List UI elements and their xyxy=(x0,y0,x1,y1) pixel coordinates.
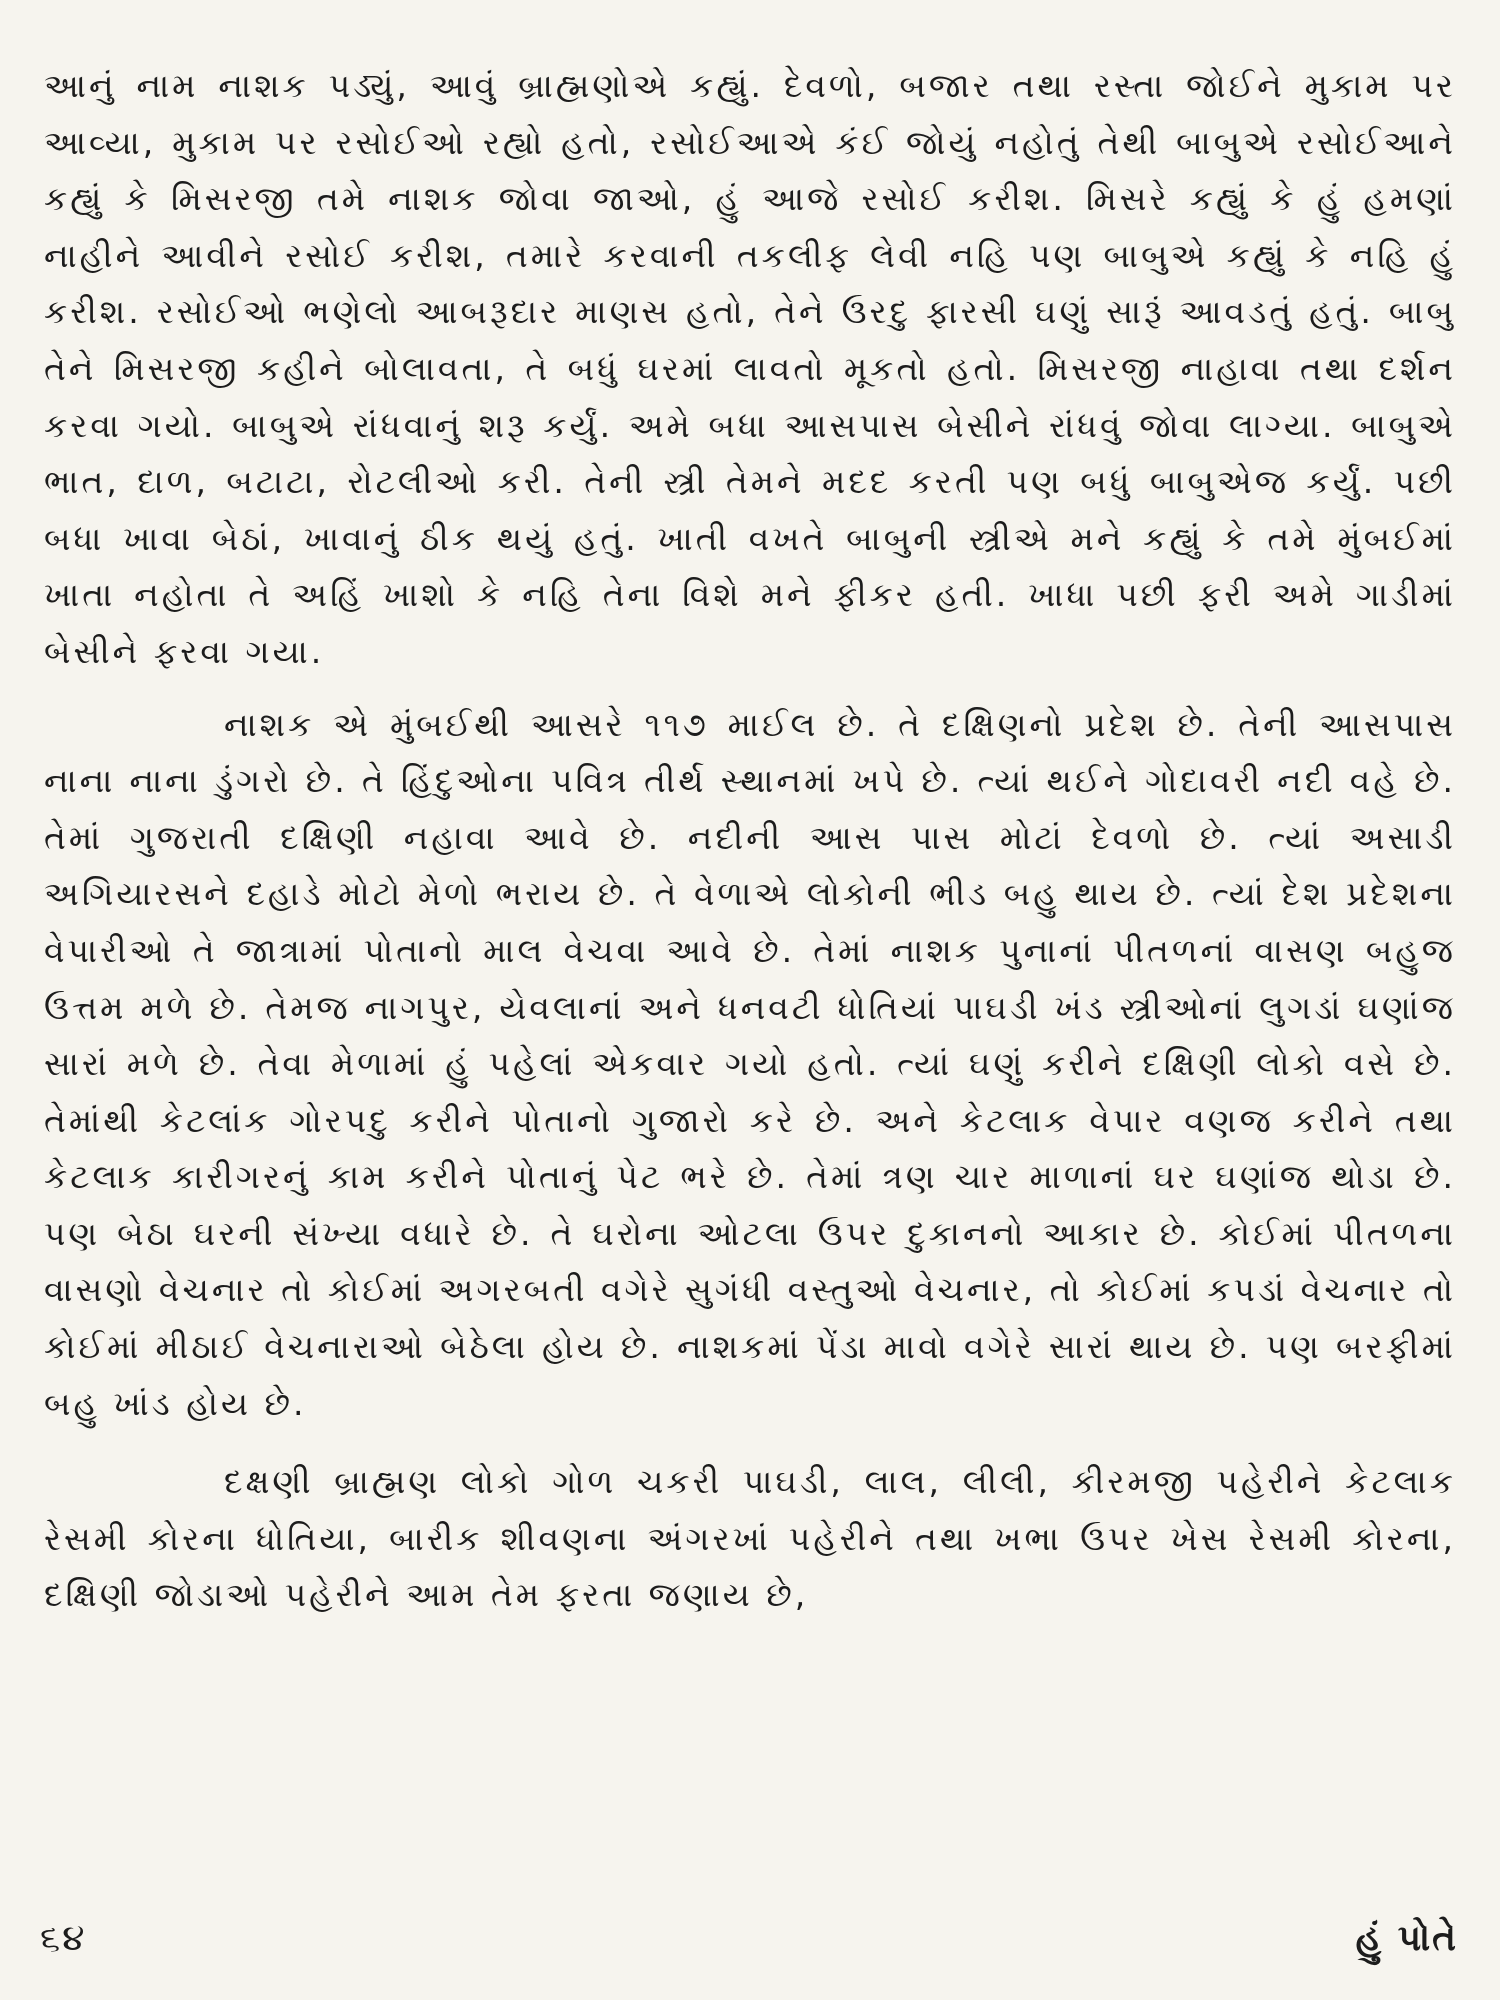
page-body xyxy=(44,58,1456,1624)
page-number: ૬૪ xyxy=(40,1918,87,1959)
running-head: હું પોતે xyxy=(1355,1918,1458,1959)
paragraph-1: આનું નામ નાશક પડ્યું, આવું બ્રાહ્મણોએ કહ્યું. દેવળો, બજાર તથા રસ્તા જોઈને મુકામ પર આવ્યા, મુકામ પર રસોઈઓ રહ્યો હતો, રસોઈઆએ કંઈ જોયું નહોતું તેથી બાબુએ રસોઈઆને કહ્યું કે મિસરજી તમે નાશક જોવા જાઓ, હું આજે રસોઈ કરીશ. મિસરે કહ્યું કે હું હમણાં નાહીને આવીને રસોઈ કરીશ, તમારે કરવાની તકલીફ લેવી નહિ પણ બાબુએ કહ્યું કે નહિ હું કરીશ. રસોઈઓ ભણેલો આબરૂદાર માણસ હતો, તેને ઉરદુ ફારસી ઘણું સારૂં આવડતું હતું. બાબુ તેને મિસરજી કહીને બોલાવતા, તે બધું ઘરમાં લાવતો મૂકતો હતો. મિસરજી નાહાવા તથા દર્શન કરવા ગયો. બાબુએ રાંધવાનું શરૂ કર્યું. અમે બધા આસપાસ બેસીને રાંધવું જોવા લાગ્યા. બાબુએ ભાત, દાળ, બટાટા, રોટલીઓ કરી. તેની સ્ત્રી તેમને મદદ કરતી પણ બધું બાબુએજ કર્યું. પછી બધા ખાવા બેઠાં, ખાવાનું ઠીક થયું હતું. ખાતી વખતે બાબુની સ્ત્રીએ મને કહ્યું કે તમે મુંબઈમાં ખાતા નહોતા તે અહિં ખાશો કે નહિ તેના વિશે મને ફીકર હતી. ખાધા પછી ફરી અમે ગાડીમાં બેસીને ફરવા ગયા. xyxy=(44,66,1456,671)
paragraph-2: નાશક એ મુંબઈથી આસરે ૧૧૭ માઈલ છે. તે દક્ષિણનો પ્રદેશ છે. તેની આસપાસ નાના નાના ડુંગરો છે. તે હિંદુઓના પવિત્ર તીર્થ સ્થાનમાં ખપે છે. ત્યાં થઈને ગોદાવરી નદી વહે છે. તેમાં ગુજરાતી દક્ષિણી નહાવા આવે છે. નદીની આસ પાસ મોટાં દેવળો છે. ત્યાં અસાડી અગિયારસને દહાડે મોટો મેળો ભરાય છે. તે વેળાએ લોકોની ભીડ બહુ થાય છે. ત્યાં દેશ પ્રદેશના વેપારીઓ તે જાત્રામાં પોતાનો માલ વેચવા આવે છે. તેમાં નાશક પુનાનાં પીતળનાં વાસણ બહુજ ઉત્તમ મળે છે. તેમજ નાગપુર, યેવલાનાં અને ધનવટી ધોતિયાં પાઘડી ખંડ સ્ત્રીઓનાં લુગડાં ઘણાંજ સારાં મળે છે. તેવા મેળામાં હું પહેલાં એકવાર ગયો હતો. ત્યાં ઘણું કરીને દક્ષિણી લોકો વસે છે. તેમાંથી કેટલાંક ગોરપદુ કરીને પોતાનો ગુજારો કરે છે. અને કેટલાક વેપાર વણજ કરીને તથા કેટલાક કારીગરનું કામ કરીને પોતાનું પેટ ભરે છે. તેમાં ત્રણ ચાર માળાનાં ઘર ઘણાંજ થોડા છે. પણ બેઠા ઘરની સંખ્યા વધારે છે. તે ઘરોના ઓટલા ઉપર દુકાનનો આકાર છે. કોઈમાં પીતળના વાસણો વેચનાર તો કોઈમાં અગરબતી વગેરે સુગંધી વસ્તુઓ વેચનાર, તો કોઈમાં કપડાં વેચનાર તો કોઈમાં મીઠાઈ વેચનારાઓ બેઠેલા હોય છે. નાશકમાં પેંડા માવો વગેરે સારાં થાય છે. પણ બરફીમાં બહુ ખાંડ હોય છે. xyxy=(44,704,1456,1423)
paragraph-3: દક્ષણી બ્રાહ્મણ લોકો ગોળ ચકરી પાઘડી, લાલ, લીલી, કીરમજી પહેરીને કેટલાક રેસમી કોરના ધોતિયા, બારીક શીવણના અંગરખાં પહેરીને તથા ખભા ઉપર ખેસ રેસમી કોરના, દક્ષિણી જોડાઓ પહેરીને આમ તેમ ફરતા જણાય છે, xyxy=(44,1462,1456,1615)
